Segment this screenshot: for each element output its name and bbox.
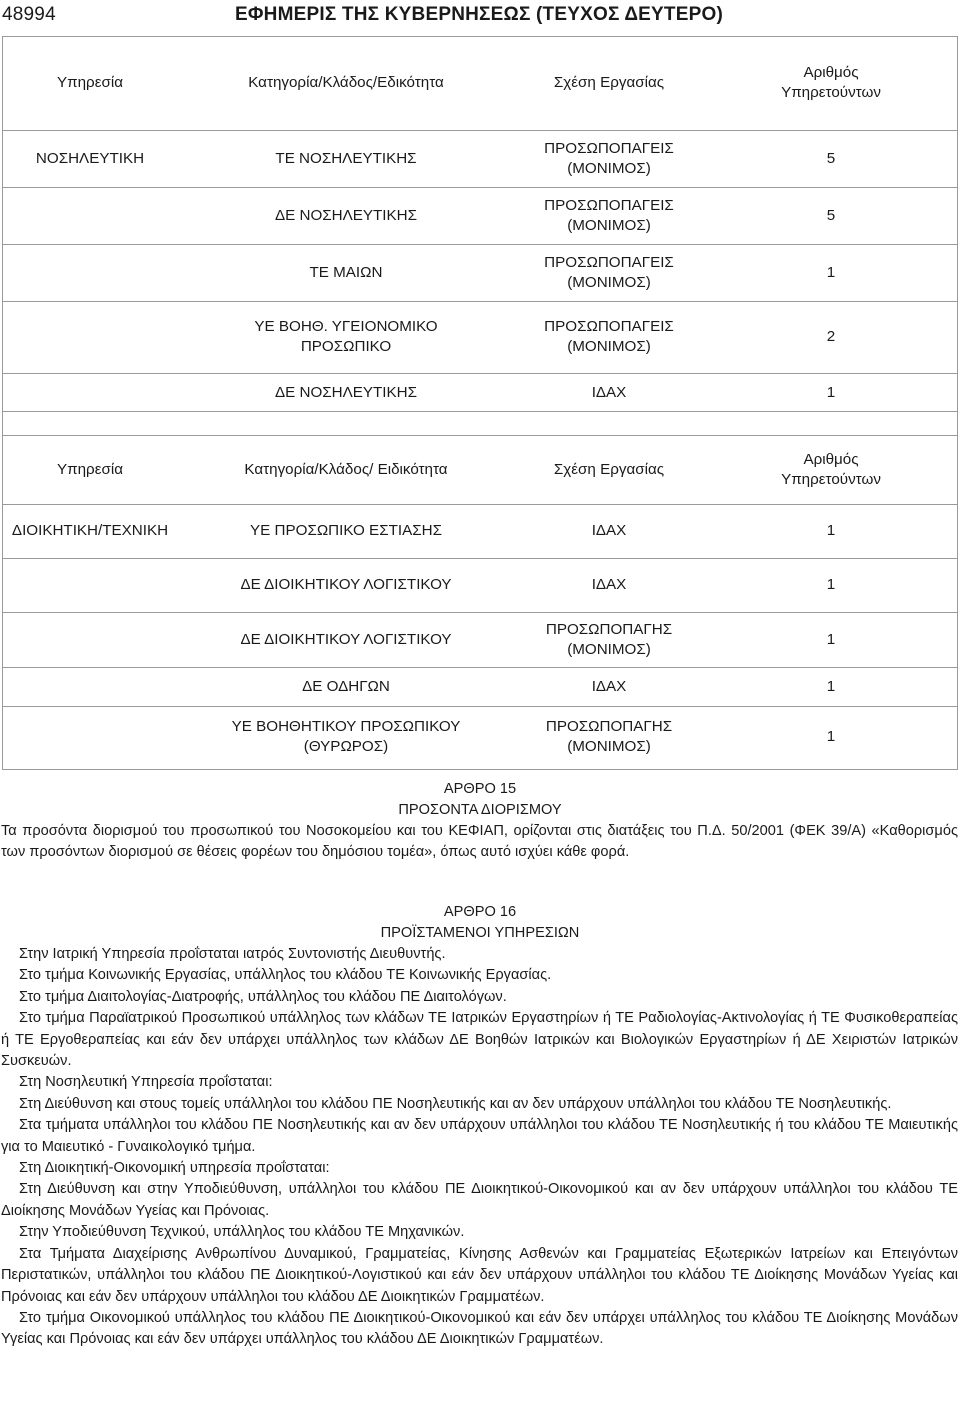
article-paragraph: Στη Διεύθυνση και στους τομείς υπάλληλοι του κλάδου ΠΕ Νοσηλευτικής και αν δεν υπάρχουν υπάλληλοι του κλάδου ΤΕ Νοσηλευτικής.: [19, 1095, 892, 1112]
table-row: [2, 244, 958, 301]
cell-relation-text: ΠΡΟΣΩΠΟΠΑΓΕΙΣ (ΜΟΝΙΜΟΣ): [544, 196, 674, 234]
cell-relation-text: ΠΡΟΣΩΠΟΠΑΓΗΣ (ΜΟΝΙΜΟΣ): [545, 718, 673, 756]
cell-relation: ΙΔΑΧ: [514, 667, 704, 706]
article-paragraph: Στη Νοσηλευτική Υπηρεσία προΐσταται:: [19, 1074, 273, 1091]
cell-category: [178, 301, 514, 373]
article-16: [0, 902, 960, 1351]
header-cell-category: Κατηγορία/Κλάδος/Εδικότητα: [248, 73, 444, 91]
cell-category: ΔΕ ΔΙΟΙΚΗΤΙΚΟΥ ΛΟΓΙΣΤΙΚΟΥ: [178, 612, 514, 667]
article-paragraph: Στο τμήμα Οικονομικού υπάλληλος του κλάδου ΠΕ Διοικητικού-Οικονομικού και εάν δεν υπάρχει υπάλληλος του κλάδου ΤΕ Διοίκησης Μονάδων Υγείας και Πρόνοιας και εάν δεν υπάρχει υπάλληλος του κλάδου ΔΕ Διοικητικών Γραμματέων.: [1, 1309, 958, 1348]
article-paragraph: Στην Ιατρική Υπηρεσία προΐσταται ιατρός Συντονιστής Διευθυντής.: [19, 946, 446, 962]
cell-service: [2, 612, 178, 667]
cell-category-text: ΥΕ ΒΟΗΘΗΤΙΚΟΥ ΠΡΟΣΩΠΙΚΟΥ (ΘΥΡΩΡΟΣ): [231, 718, 461, 756]
cell-service: [2, 187, 178, 244]
cell-category: ΤΕ ΝΟΣΗΛΕΥΤΙΚΗΣ: [178, 130, 514, 187]
cell-count: 1: [704, 504, 958, 558]
table-header-row: [2, 436, 958, 504]
cell-category: ΔΕ ΝΟΣΗΛΕΥΤΙΚΗΣ: [178, 187, 514, 244]
cell-relation: ΙΔΑΧ: [514, 373, 704, 412]
header-cell-relation: Σχέση Εργασίας: [553, 73, 665, 91]
cell-category-text: ΥΕ ΒΟΗΘ. ΥΓΕΙΟΝΟΜΙΚΟ ΠΡΟΣΩΠΙΚΟ: [254, 318, 438, 355]
cell-relation: [514, 706, 704, 768]
cell-category: ΔΕ ΝΟΣΗΛΕΥΤΙΚΗΣ: [178, 373, 514, 412]
article-title: ΠΡΟΪΣΤΑΜΕΝΟΙ ΥΠΗΡΕΣΙΩΝ: [380, 925, 580, 941]
header-cell-count: [704, 436, 958, 504]
cell-relation-text: ΠΡΟΣΩΠΟΠΑΓΗΣ (ΜΟΝΙΜΟΣ): [545, 620, 673, 658]
cell-service: ΔΙΟΙΚΗΤΙΚΗ/ΤΕΧΝΙΚΗ: [2, 504, 178, 558]
table-row: [2, 130, 958, 187]
table-row: [2, 558, 958, 612]
cell-service: [2, 706, 178, 768]
article-paragraph: Στη Διεύθυνση και στην Υποδιεύθυνση, υπάλληλοι του κλάδου ΠΕ Διοικητικού-Οικονομικού και αν δεν υπάρχουν υπάλληλοι του κλάδου ΤΕ Διοίκησης Μονάδων Υγείας και Πρόνοιας.: [1, 1181, 958, 1219]
article-paragraph: Τα προσόντα διορισμού του προσωπικού του Νοσοκομείου και του ΚΕΦΙΑΠ, ορίζονται στις διατάξεις του Π.Δ. 50/2001 (ΦΕΚ 39/Α) «Καθορισμός των προσόντων διορισμού σε θέσεις φορέων του δημόσιου τομέα», όπως αυτό ισχύει κάθε φορά.: [1, 823, 958, 861]
cell-count: 1: [704, 706, 958, 768]
table-row: [2, 612, 958, 667]
cell-category: ΤΕ ΜΑΙΩΝ: [178, 244, 514, 301]
cell-relation: ΙΔΑΧ: [514, 558, 704, 612]
cell-relation-text: ΠΡΟΣΩΠΟΠΑΓΕΙΣ (ΜΟΝΙΜΟΣ): [544, 253, 674, 291]
cell-relation: [514, 301, 704, 373]
header-cell-relation: Σχέση Εργασίας: [553, 460, 665, 478]
article-paragraph: Στο τμήμα Διαιτολογίας-Διατροφής, υπάλληλος του κλάδου ΠΕ Διαιτολόγων.: [19, 988, 507, 1005]
cell-count: 1: [704, 558, 958, 612]
cell-count: 1: [704, 667, 958, 706]
page-header: [0, 0, 960, 30]
cell-count: 2: [704, 301, 958, 373]
cell-category: [178, 706, 514, 768]
cell-relation: [514, 187, 704, 244]
header-cell-count: [704, 36, 958, 130]
header-cell-service: Υπηρεσία: [57, 73, 123, 91]
staff-table-nursing: [2, 36, 958, 412]
cell-count: 1: [704, 612, 958, 667]
article-number: ΑΡΘΡΟ 15: [443, 781, 517, 797]
staff-table-administrative: [2, 436, 958, 768]
article-title: ΠΡΟΣΟΝΤΑ ΔΙΟΡΙΣΜΟΥ: [398, 802, 562, 818]
table-row: [2, 706, 958, 768]
table-separator: [2, 412, 958, 436]
cell-count: 1: [704, 373, 958, 412]
cell-relation: [514, 130, 704, 187]
table-row: [2, 667, 958, 706]
table-row: [2, 187, 958, 244]
cell-category: ΔΕ ΟΔΗΓΩΝ: [178, 667, 514, 706]
cell-count: 1: [704, 244, 958, 301]
gazette-title: ΕΦΗΜΕΡΙΣ ΤΗΣ ΚΥΒΕΡΝΗΣΕΩΣ (ΤΕΥΧΟΣ ΔΕΥΤΕΡΟ): [235, 4, 723, 25]
article-paragraph: Στο τμήμα Κοινωνικής Εργασίας, υπάλληλος του κλάδου ΤΕ Κοινωνικής Εργασίας.: [19, 967, 552, 984]
table-row: [2, 373, 958, 412]
header-count-text: Αριθμός Υπηρετούντων: [781, 450, 881, 488]
cell-service: [2, 667, 178, 706]
table-row: [2, 504, 958, 558]
article-paragraph: Στα τμήματα υπάλληλοι του κλάδου ΠΕ Νοσηλευτικής και αν δεν υπάρχουν υπάλληλοι του κλάδου ΤΕ Νοσηλευτικής ή του κλάδου ΤΕ Μαιευτικής για το Μαιευτικό - Γυναικολογικό τμήμα.: [1, 1117, 958, 1155]
page-number: 48994: [2, 4, 56, 25]
cell-relation: [514, 612, 704, 667]
cell-category: ΔΕ ΔΙΟΙΚΗΤΙΚΟΥ ΛΟΓΙΣΤΙΚΟΥ: [178, 558, 514, 612]
cell-count: 5: [704, 130, 958, 187]
article-paragraph: Στο τμήμα Παραϊατρικού Προσωπικού υπάλληλος των κλάδων ΤΕ Ιατρικών Εργαστηρίων ή ΤΕ Ραδιολογίας-Ακτινολογίας ή ΤΕ Φυσικοθεραπείας ή ΤΕ Εργοθεραπείας και εάν δεν υπάρχει υπάλληλος των κλάδων ΔΕ Βοηθών Ιατρικών και Βιολογικών Εργαστηρίων ή ΔΕ Χειριστών Ιατρικών Συσκευών.: [1, 1010, 958, 1070]
header-cell-service: Υπηρεσία: [57, 460, 123, 478]
cell-relation: [514, 244, 704, 301]
cell-service: [2, 244, 178, 301]
header-cell-category: Κατηγορία/Κλάδος/ Ειδικότητα: [244, 460, 448, 478]
cell-count: 5: [704, 187, 958, 244]
article-paragraph: Στην Υποδιεύθυνση Τεχνικού, υπάλληλος του κλάδου ΤΕ Μηχανικών.: [19, 1224, 465, 1241]
cell-relation-text: ΠΡΟΣΩΠΟΠΑΓΕΙΣ (ΜΟΝΙΜΟΣ): [544, 139, 674, 177]
table-row: [2, 301, 958, 373]
cell-service: [2, 301, 178, 373]
article-15: [0, 779, 960, 864]
cell-relation: ΙΔΑΧ: [514, 504, 704, 558]
header-count-text: Αριθμός Υπηρετούντων: [781, 63, 881, 101]
table-header-row: [2, 36, 958, 130]
cell-service: [2, 558, 178, 612]
cell-category: ΥΕ ΠΡΟΣΩΠΙΚΟ ΕΣΤΙΑΣΗΣ: [178, 504, 514, 558]
article-number: ΑΡΘΡΟ 16: [443, 904, 517, 920]
cell-service: [2, 373, 178, 412]
article-paragraph: Στη Διοικητική-Οικονομική υπηρεσία προΐσταται:: [19, 1160, 330, 1177]
cell-service: ΝΟΣΗΛΕΥΤΙΚΗ: [2, 130, 178, 187]
cell-relation-text: ΠΡΟΣΩΠΟΠΑΓΕΙΣ (ΜΟΝΙΜΟΣ): [544, 318, 674, 355]
article-paragraph: Στα Τμήματα Διαχείρισης Ανθρωπίνου Δυναμικού, Γραμματείας, Κίνησης Ασθενών και Γραμματείας Εξωτερικών Ιατρείων και Επειγόντων Περιστατικών, υπάλληλοι του κλάδου ΠΕ Διοικητικού-Λογιστικού και εάν δεν υπάρχουν υπάλληλοι του κλάδου ΤΕ Διοίκησης Μονάδων Υγείας και Πρόνοιας και εάν δεν υπάρχουν υπάλληλοι του κλάδου ΔΕ Διοικητικών Γραμματέων.: [1, 1245, 958, 1305]
